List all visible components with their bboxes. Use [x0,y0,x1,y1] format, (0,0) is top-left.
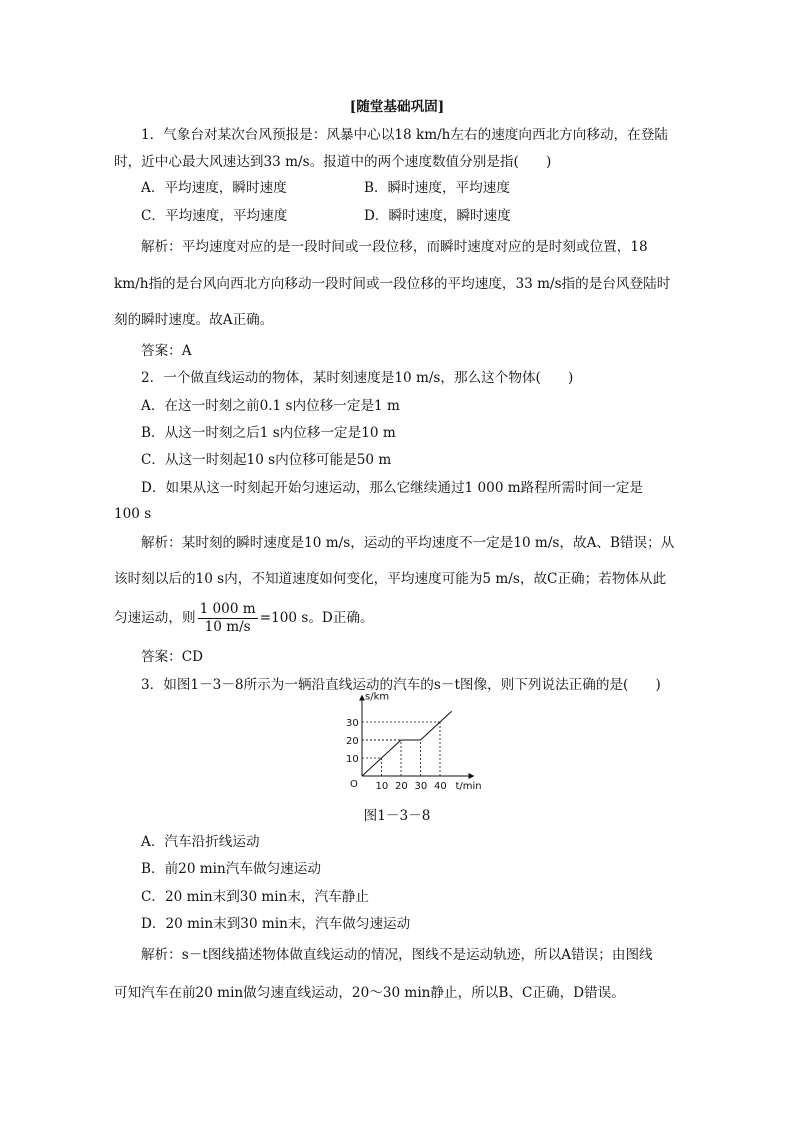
y-tick-label: 20 [346,736,359,747]
y-tick-label: 10 [346,754,359,765]
q1-answer: 答案：A [141,343,192,359]
series-line [362,711,452,776]
fraction-numerator: 1 000 m [199,601,256,617]
q1-stem-line1: 1．气象台对某次台风预报是：风暴中心以18 km/h左右的速度向西北方向移动，在登陆 [141,127,668,143]
q1-option-c: C．平均速度，平均速度 [141,208,288,224]
x-tick-label: 40 [434,781,447,792]
q1-stem-line2: 时，近中心最大风速达到33 m/s。报道中的两个速度数值分别是指( ) [114,154,552,170]
q3-option-d: D．20 min末到30 min末，汽车做匀速运动 [141,916,411,932]
origin-label: O [350,779,358,790]
q3-stem: 3．如图1－3－8所示为一辆沿直线运动的汽车的s－t图像，则下列说法正确的是( ) [141,677,661,693]
q2-explanation-line1: 解析：某时刻的瞬时速度是10 m/s，运动的平均速度不一定是10 m/s，故A、B错误；从 [141,535,675,551]
q1-explanation-line2: km/h指的是台风向西北方向移动一段时间或一段位移的平均速度，33 m/s指的是台风登陆时 [114,276,671,292]
x-tick-label: 30 [414,781,428,792]
q3-option-b: B．前20 min汽车做匀速运动 [141,861,321,877]
q2-stem: 2．一个做直线运动的物体，某时刻速度是10 m/s，那么这个物体( ) [141,370,574,386]
q1-option-a: A．平均速度，瞬时速度 [141,180,287,196]
q3-explanation-line2: 可知汽车在前20 min做匀速直线运动，20～30 min静止，所以B、C正确，D错误。 [114,985,625,1001]
fraction [198,601,258,636]
x-tick-label: 20 [395,781,408,792]
q1-explanation-line1: 解析：平均速度对应的是一段时间或一段位移，而瞬时速度对应的是时刻或位置，18 [141,239,648,255]
s-t-chart [340,691,500,800]
figure-caption: 图1－3－8 [363,808,431,824]
section-header: [随堂基础巩固] [349,99,445,115]
q2-explanation-line3 [114,601,374,636]
q2-option-d-line2: 100 s [114,506,152,522]
q1-option-b: B．瞬时速度，平均速度 [364,180,510,196]
q1-explanation-line3: 刻的瞬时速度。故A正确。 [114,312,274,328]
q2-explanation-suffix: =100 s。D正确。 [259,610,374,626]
fraction-denominator: 10 m/s [204,619,251,635]
y-axis-label: s/km [365,691,390,703]
q1-option-d: D．瞬时速度，瞬时速度 [364,208,511,224]
y-tick-label: 30 [346,718,359,729]
q3-option-a: A．汽车沿折线运动 [141,834,260,850]
q2-option-b: B．从这一时刻之后1 s内位移一定是10 m [141,425,396,441]
q2-option-a: A．在这一时刻之前0.1 s内位移一定是1 m [141,398,400,414]
q2-explanation-line2: 该时刻以后的10 s内，不知道速度如何变化，平均速度可能为5 m/s，故C正确；若物体从此 [114,571,667,587]
q2-answer: 答案：CD [141,649,204,665]
q2-explanation-prefix: 匀速运动，则 [114,610,196,626]
q2-option-d-line1: D．如果从这一时刻起开始匀速运动，那么它继续通过1 000 m路程所需时间一定是 [141,480,644,496]
q3-explanation-line1: 解析：s－t图线描述物体做直线运动的情况，图线不是运动轨迹，所以A错误；由图线 [141,947,653,963]
x-axis-label: t/min [455,781,482,792]
x-tick-label: 10 [375,781,389,792]
q2-option-c: C．从这一时刻起10 s内位移可能是50 m [141,452,392,468]
q3-option-c: C．20 min末到30 min末，汽车静止 [141,889,369,905]
